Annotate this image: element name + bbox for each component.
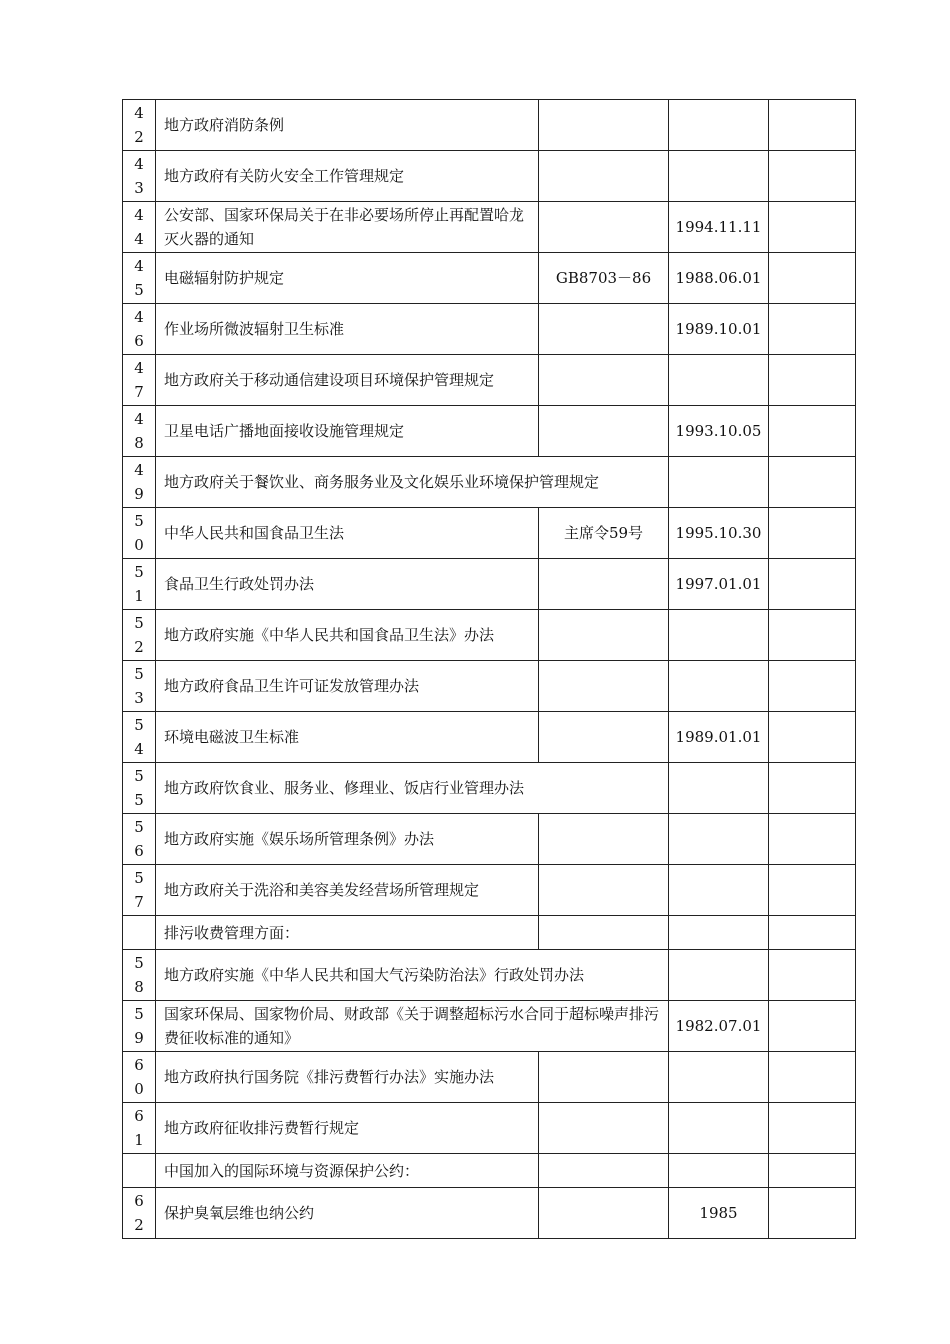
row-number [123, 151, 156, 202]
table-body [123, 100, 856, 1239]
effective-date: 1997.01.01 [669, 559, 769, 610]
row-number [123, 1154, 156, 1188]
row-number [123, 406, 156, 457]
regulation-name: 地方政府食品卫生许可证发放管理办法 [156, 661, 539, 712]
table-row [123, 253, 856, 304]
regulation-code [539, 814, 669, 865]
regulation-code [539, 559, 669, 610]
row-number [123, 1001, 156, 1052]
row-number [123, 950, 156, 1001]
row-number-digit: 2 [134, 638, 144, 656]
row-number-digit: 5 [134, 563, 144, 581]
row-number-digit: 4 [134, 410, 144, 428]
regulation-name: 地方政府执行国务院《排污费暂行办法》实施办法 [156, 1052, 539, 1103]
regulation-name: 排污收费管理方面： [156, 916, 539, 950]
effective-date: 1989.10.01 [669, 304, 769, 355]
row-number-digit: 7 [134, 893, 144, 911]
table-row [123, 610, 856, 661]
regulation-name: 国家环保局、国家物价局、财政部《关于调整超标污水合同于超标噪声排污费征收标准的通知》 [156, 1001, 669, 1052]
row-number-digit: 4 [134, 359, 144, 377]
regulation-code [539, 1188, 669, 1239]
effective-date [669, 1103, 769, 1154]
table-row [123, 100, 856, 151]
row-number [123, 814, 156, 865]
table-row [123, 355, 856, 406]
row-number [123, 661, 156, 712]
regulation-name: 地方政府实施《中华人民共和国大气污染防治法》行政处罚办法 [156, 950, 669, 1001]
regulation-code [539, 406, 669, 457]
table-row [123, 1052, 856, 1103]
effective-date: 1988.06.01 [669, 253, 769, 304]
table-row [123, 1001, 856, 1052]
effective-date [669, 950, 769, 1001]
remarks-cell [769, 151, 856, 202]
row-number-digit: 6 [134, 842, 144, 860]
effective-date [669, 457, 769, 508]
row-number-digit: 5 [134, 818, 144, 836]
regulation-name: 电磁辐射防护规定 [156, 253, 539, 304]
row-number [123, 253, 156, 304]
regulation-code: GB8703－86 [539, 253, 669, 304]
table-row [123, 763, 856, 814]
effective-date [669, 610, 769, 661]
regulation-name: 地方政府实施《中华人民共和国食品卫生法》办法 [156, 610, 539, 661]
table-row [123, 202, 856, 253]
regulation-code [539, 355, 669, 406]
regulation-code [539, 304, 669, 355]
row-number [123, 610, 156, 661]
effective-date [669, 661, 769, 712]
effective-date [669, 100, 769, 151]
table-row [123, 950, 856, 1001]
remarks-cell [769, 304, 856, 355]
row-number-digit: 9 [134, 1029, 144, 1047]
row-number-digit: 1 [134, 1131, 144, 1149]
regulation-name: 中国加入的国际环境与资源保护公约： [156, 1154, 539, 1188]
row-number [123, 1052, 156, 1103]
table-row [123, 406, 856, 457]
remarks-cell [769, 1188, 856, 1239]
remarks-cell [769, 1154, 856, 1188]
regulation-name: 地方政府消防条例 [156, 100, 539, 151]
remarks-cell [769, 865, 856, 916]
row-number [123, 355, 156, 406]
effective-date [669, 865, 769, 916]
regulation-name: 作业场所微波辐射卫生标准 [156, 304, 539, 355]
effective-date: 1994.11.11 [669, 202, 769, 253]
row-number-digit: 6 [134, 1192, 144, 1210]
regulation-code [539, 661, 669, 712]
regulation-name: 公安部、国家环保局关于在非必要场所停止再配置哈龙灭火器的通知 [156, 202, 539, 253]
table-row [123, 151, 856, 202]
regulation-code [539, 610, 669, 661]
regulation-name: 地方政府关于餐饮业、商务服务业及文化娱乐业环境保护管理规定 [156, 457, 669, 508]
regulation-code [539, 1154, 669, 1188]
effective-date: 1993.10.05 [669, 406, 769, 457]
row-number [123, 100, 156, 151]
table-row [123, 916, 856, 950]
regulation-code [539, 202, 669, 253]
row-number [123, 508, 156, 559]
row-number-digit: 5 [134, 954, 144, 972]
row-number-digit: 6 [134, 332, 144, 350]
remarks-cell [769, 763, 856, 814]
table-row [123, 304, 856, 355]
remarks-cell [769, 661, 856, 712]
effective-date: 1995.10.30 [669, 508, 769, 559]
row-number-digit: 5 [134, 512, 144, 530]
regulation-name: 环境电磁波卫生标准 [156, 712, 539, 763]
row-number-digit: 6 [134, 1107, 144, 1125]
row-number-digit: 5 [134, 281, 144, 299]
effective-date [669, 355, 769, 406]
effective-date [669, 916, 769, 950]
row-number-digit: 0 [134, 1080, 144, 1098]
row-number-digit: 4 [134, 230, 144, 248]
regulation-name: 地方政府有关防火安全工作管理规定 [156, 151, 539, 202]
remarks-cell [769, 610, 856, 661]
effective-date [669, 1052, 769, 1103]
table-row [123, 1103, 856, 1154]
row-number-digit: 4 [134, 155, 144, 173]
row-number-digit: 8 [134, 978, 144, 996]
row-number-digit: 4 [134, 308, 144, 326]
remarks-cell [769, 814, 856, 865]
remarks-cell [769, 1103, 856, 1154]
table-row [123, 559, 856, 610]
row-number-digit: 4 [134, 461, 144, 479]
row-number-digit: 5 [134, 869, 144, 887]
regulation-code [539, 100, 669, 151]
table-row [123, 508, 856, 559]
row-number-digit: 4 [134, 104, 144, 122]
table-row [123, 865, 856, 916]
regulation-name: 地方政府实施《娱乐场所管理条例》办法 [156, 814, 539, 865]
regulation-name: 地方政府征收排污费暂行规定 [156, 1103, 539, 1154]
table-row [123, 1188, 856, 1239]
row-number-digit: 5 [134, 614, 144, 632]
table-row [123, 661, 856, 712]
regulations-table [122, 99, 856, 1239]
row-number [123, 304, 156, 355]
regulation-name: 地方政府饮食业、服务业、修理业、饭店行业管理办法 [156, 763, 669, 814]
row-number-digit: 5 [134, 665, 144, 683]
table-row [123, 814, 856, 865]
row-number [123, 457, 156, 508]
effective-date: 1982.07.01 [669, 1001, 769, 1052]
effective-date [669, 1154, 769, 1188]
row-number-digit: 4 [134, 257, 144, 275]
effective-date [669, 151, 769, 202]
regulation-name: 食品卫生行政处罚办法 [156, 559, 539, 610]
remarks-cell [769, 1052, 856, 1103]
regulation-name: 中华人民共和国食品卫生法 [156, 508, 539, 559]
row-number-digit: 4 [134, 740, 144, 758]
row-number-digit: 3 [134, 179, 144, 197]
regulation-code [539, 1052, 669, 1103]
regulation-code [539, 865, 669, 916]
remarks-cell [769, 202, 856, 253]
row-number [123, 1103, 156, 1154]
row-number [123, 763, 156, 814]
row-number-digit: 3 [134, 689, 144, 707]
regulation-code [539, 151, 669, 202]
remarks-cell [769, 508, 856, 559]
remarks-cell [769, 559, 856, 610]
regulation-name: 保护臭氧层维也纳公约 [156, 1188, 539, 1239]
regulation-code [539, 1103, 669, 1154]
row-number-digit: 6 [134, 1056, 144, 1074]
regulation-name: 卫星电话广播地面接收设施管理规定 [156, 406, 539, 457]
row-number [123, 865, 156, 916]
remarks-cell [769, 1001, 856, 1052]
row-number-digit: 7 [134, 383, 144, 401]
table-row [123, 457, 856, 508]
effective-date: 1985 [669, 1188, 769, 1239]
row-number-digit: 8 [134, 434, 144, 452]
row-number [123, 559, 156, 610]
row-number-digit: 2 [134, 1216, 144, 1234]
row-number [123, 1188, 156, 1239]
row-number-digit: 2 [134, 128, 144, 146]
row-number-digit: 5 [134, 716, 144, 734]
regulation-name: 地方政府关于移动通信建设项目环境保护管理规定 [156, 355, 539, 406]
remarks-cell [769, 916, 856, 950]
row-number-digit: 9 [134, 485, 144, 503]
row-number-digit: 5 [134, 1005, 144, 1023]
table-row [123, 712, 856, 763]
remarks-cell [769, 457, 856, 508]
effective-date: 1989.01.01 [669, 712, 769, 763]
effective-date [669, 763, 769, 814]
remarks-cell [769, 253, 856, 304]
remarks-cell [769, 712, 856, 763]
row-number-digit: 1 [134, 587, 144, 605]
row-number-digit: 5 [134, 791, 144, 809]
row-number [123, 712, 156, 763]
regulation-code: 主席令59号 [539, 508, 669, 559]
row-number-digit: 0 [134, 536, 144, 554]
remarks-cell [769, 950, 856, 1001]
row-number [123, 202, 156, 253]
remarks-cell [769, 355, 856, 406]
effective-date [669, 814, 769, 865]
regulation-code [539, 712, 669, 763]
row-number [123, 916, 156, 950]
remarks-cell [769, 406, 856, 457]
table-row [123, 1154, 856, 1188]
regulation-name: 地方政府关于洗浴和美容美发经营场所管理规定 [156, 865, 539, 916]
regulation-code [539, 916, 669, 950]
row-number-digit: 5 [134, 767, 144, 785]
row-number-digit: 4 [134, 206, 144, 224]
remarks-cell [769, 100, 856, 151]
